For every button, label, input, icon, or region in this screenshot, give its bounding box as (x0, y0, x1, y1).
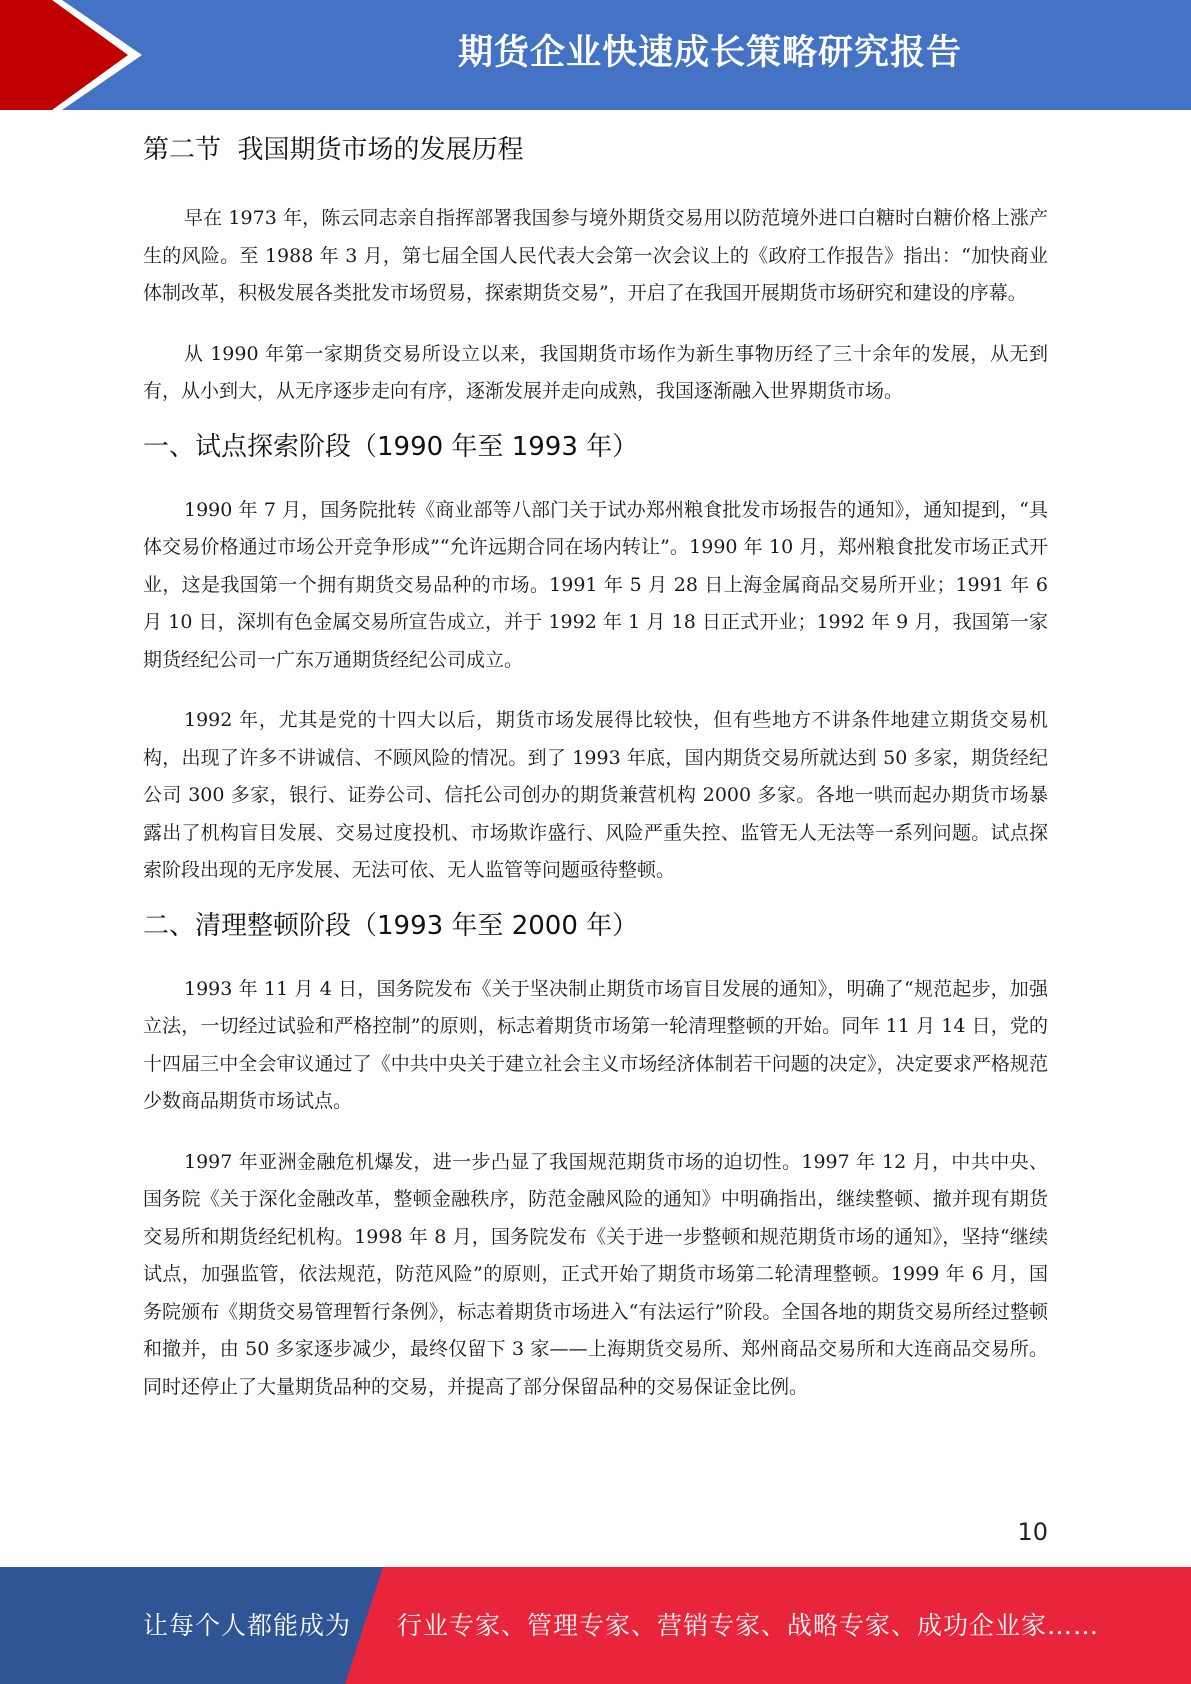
stage1-paragraph-1: 1990 年 7 月，国务院批转《商业部等八部门关于试办郑州粮食批发市场报告的通知》，通知提到，“具体交易价格通过市场公开竞争形成”“允许远期合同在场内转让”。1990 年 10 月，郑州粮食批发市场正式开业，这是我国第一个拥有期货交易品种的市场。1991 年 5 月 28 日上海金属商品交易所开业；1991 年 6 月 10 日，深圳有色金属交易所宣告成立，并于 1992 年 1 月 18 日正式开业；1992 年 9 月，我国第一家期货经纪公司一广东万通期货经纪公司成立。 (143, 498, 1048, 671)
stage1-heading: 一、试点探索阶段（1990 年至 1993 年） (143, 431, 639, 462)
chevron-arrow-icon (0, 0, 160, 110)
stage2-heading: 二、清理整顿阶段（1993 年至 2000 年） (143, 910, 639, 941)
footer-slogan-left: 让每个人都能成为 (143, 1611, 352, 1640)
footer-slogan-right: 行业专家、管理专家、营销专家、战略专家、成功企业家…… (397, 1611, 1100, 1640)
page-header (0, 0, 1191, 110)
page-body (143, 128, 1048, 1406)
section-title: 第二节 我国期货市场的发展历程 (143, 135, 524, 165)
report-title: 期货企业快速成长策略研究报告 (457, 33, 962, 73)
page-footer (0, 1567, 1191, 1684)
stage1-paragraph-2: 1992 年，尤其是党的十四大以后，期货市场发展得比较快，但有些地方不讲条件地建立期货交易机构，出现了许多不讲诚信、不顾风险的情况。到了 1993 年底，国内期货交易所就达到 50 多家，期货经纪公司 300 多家，银行、证券公司、信托公司创办的期货兼营机构 2000 多家。各地一哄而起办期货市场暴露出了机构盲目发展、交易过度投机、市场欺诈盛行、风险严重失控、监管无人无法等一系列问题。试点探索阶段出现的无序发展、无法可依、无人监管等问题亟待整顿。 (143, 709, 1048, 881)
intro-paragraph-2: 从 1990 年第一家期货交易所设立以来，我国期货市场作为新生事物历经了三十余年的发展，从无到有，从小到大，从无序逐步走向有序，逐渐发展并走向成熟，我国逐渐融入世界期货市场。 (143, 342, 1048, 402)
stage2-paragraph-2: 1997 年亚洲金融危机爆发，进一步凸显了我国规范期货市场的迫切性。1997 年 12 月，中共中央、国务院《关于深化金融改革，整顿金融秩序，防范金融风险的通知》中明确指出，继续整顿、撤并现有期货交易所和期货经纪机构。1998 年 8 月，国务院发布《关于进一步整顿和规范期货市场的通知》，坚持“继续试点，加强监管，依法规范，防范风险”的原则，正式开始了期货市场第二轮清理整顿。1999 年 6 月，国务院颁布《期货交易管理暂行条例》，标志着期货市场进入“有法运行”阶段。全国各地的期货交易所经过整顿和撤并，由 50 多家逐步减少，最终仅留下 3 家——上海期货交易所、郑州商品交易所和大连商品交易所。同时还停止了大量期货品种的交易，并提高了部分保留品种的交易保证金比例。 (143, 1150, 1048, 1398)
page-number: 10 (1017, 1518, 1048, 1546)
stage2-paragraph-1: 1993 年 11 月 4 日，国务院发布《关于坚决制止期货市场盲目发展的通知》，明确了“规范起步，加强立法，一切经过试验和严格控制”的原则，标志着期货市场第一轮清理整顿的开始。同年 11 月 14 日，党的十四届三中全会审议通过了《中共中央关于建立社会主义市场经济体制若干问题的决定》，决定要求严格规范少数商品期货市场试点。 (143, 977, 1048, 1112)
intro-paragraph-1: 早在 1973 年，陈云同志亲自指挥部署我国参与境外期货交易用以防范境外进口白糖时白糖价格上涨产生的风险。至 1988 年 3 月，第七届全国人民代表大会第一次会议上的《政府工作报告》指出：“加快商业体制改革，积极发展各类批发市场贸易，探索期货交易”，开启了在我国开展期货市场研究和建设的序幕。 (143, 207, 1048, 304)
